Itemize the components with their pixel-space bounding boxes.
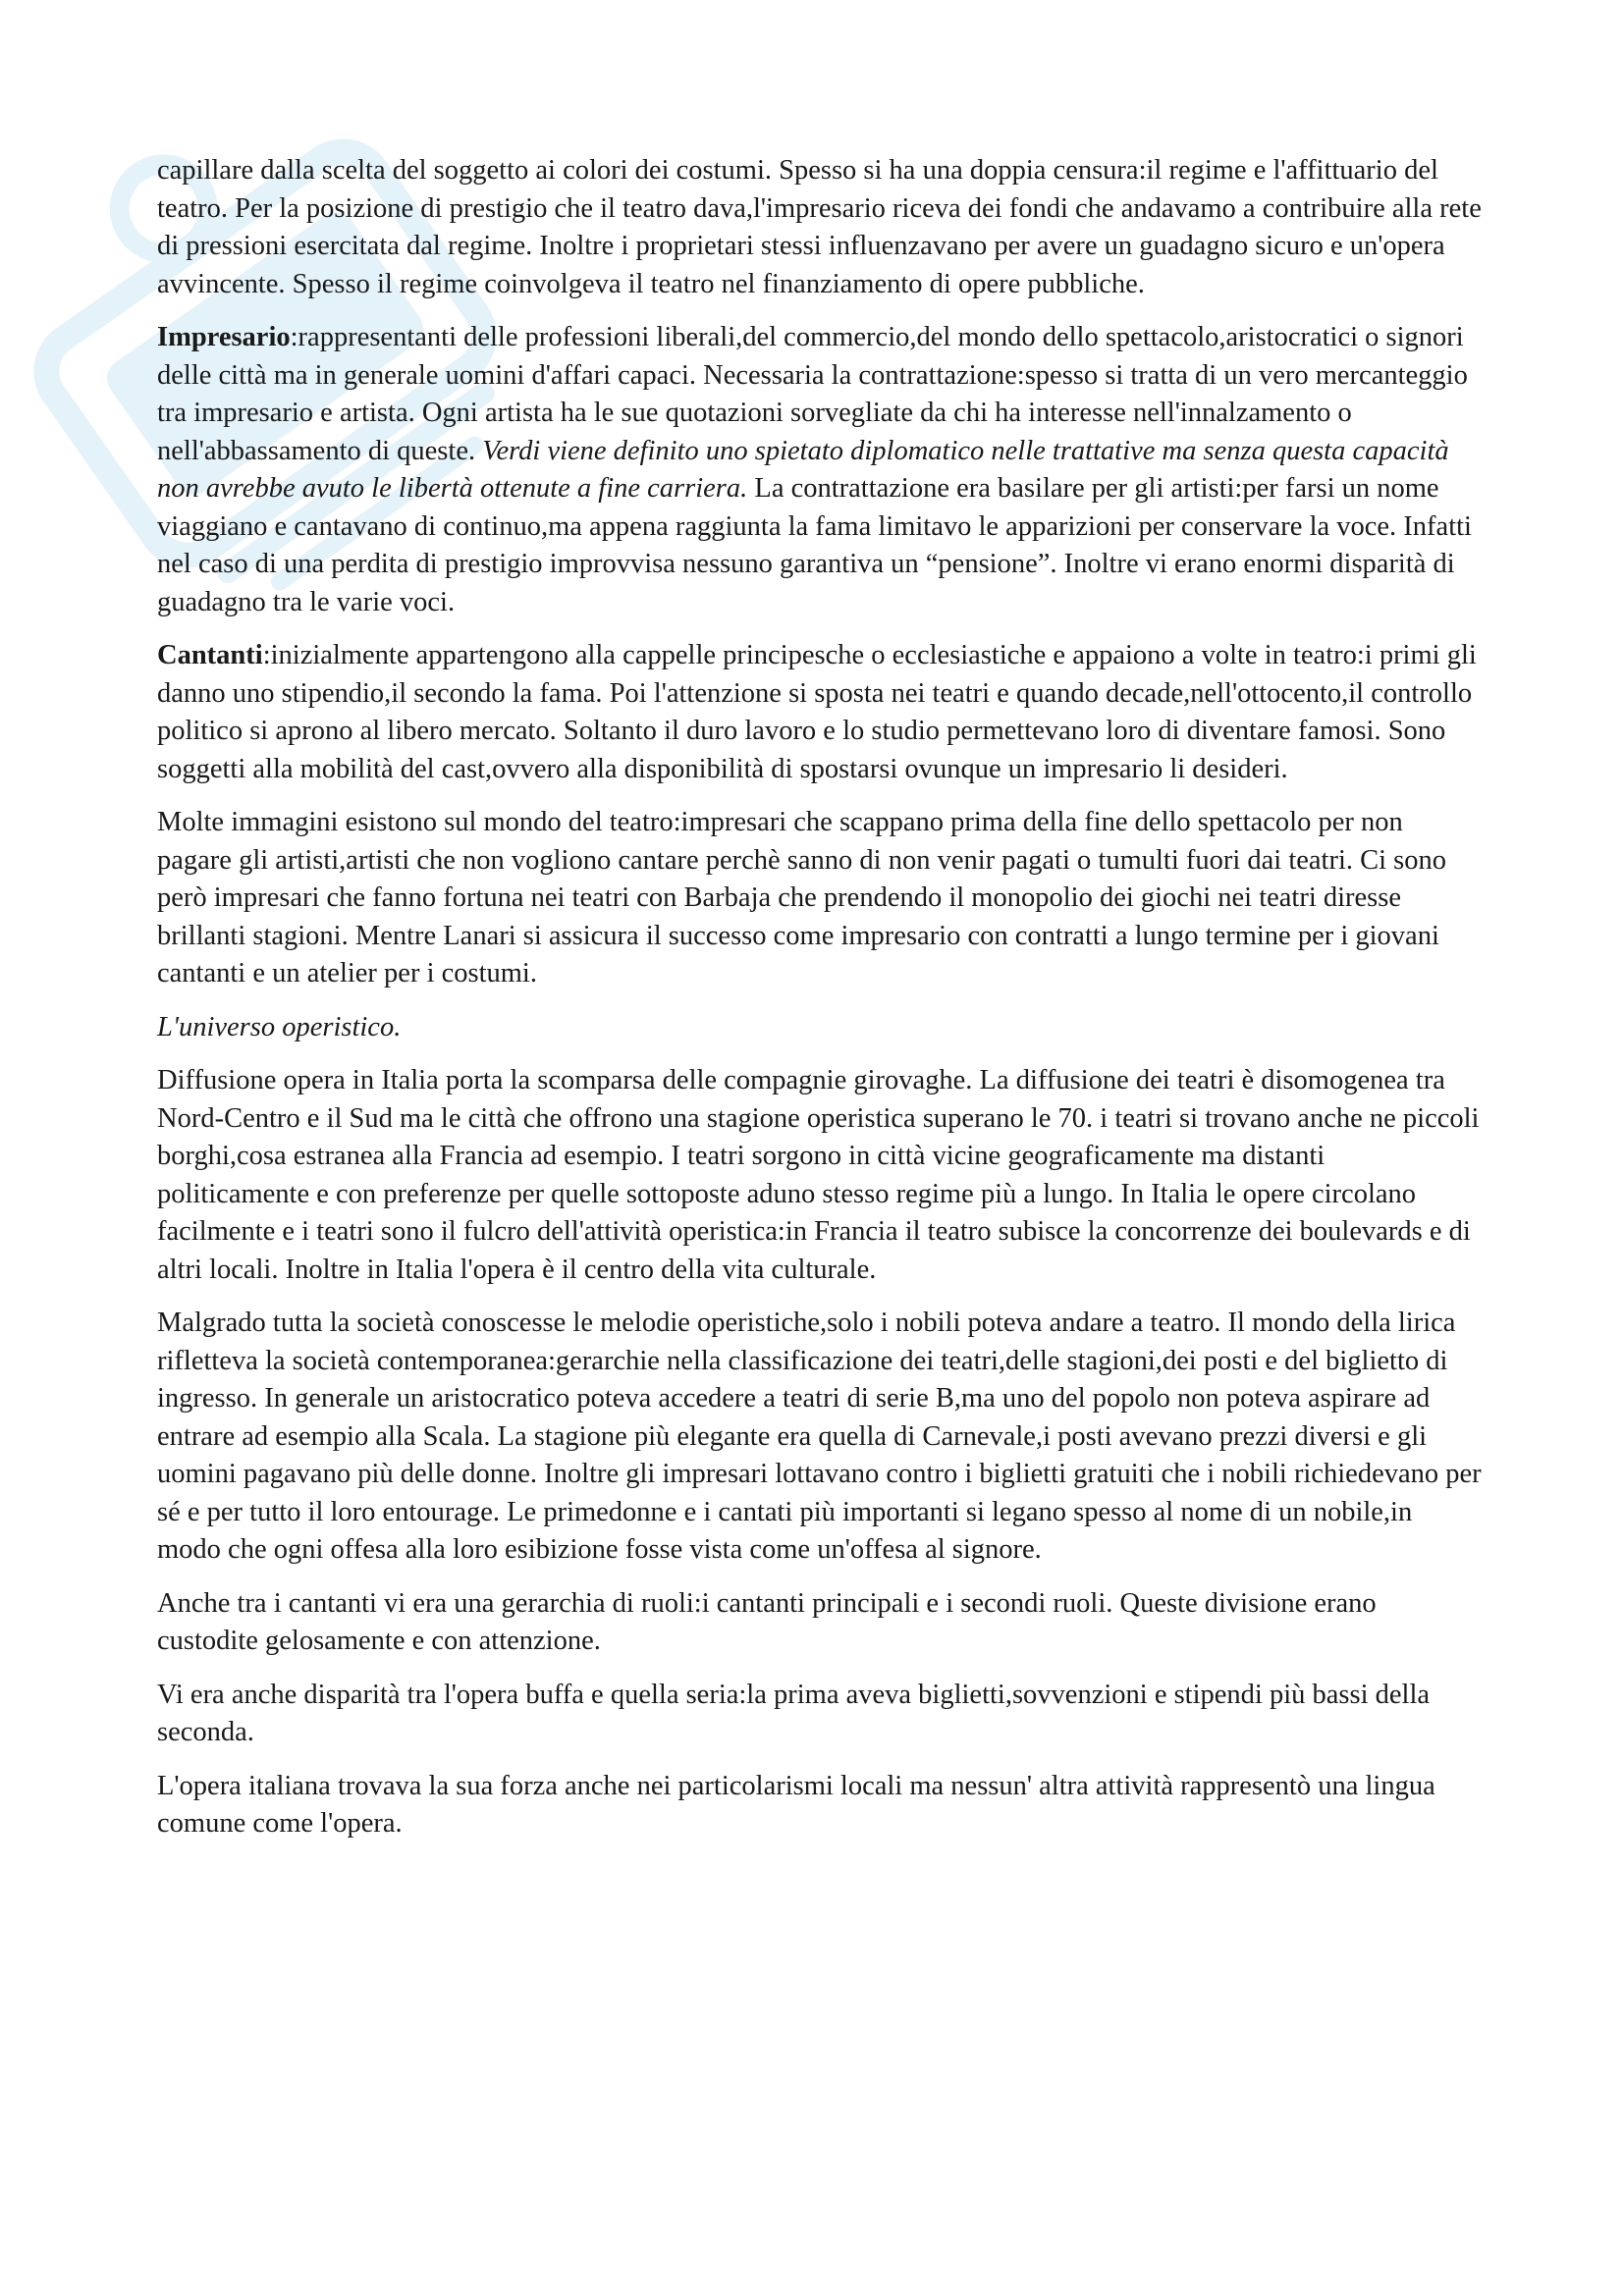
term-label: Impresario xyxy=(157,322,291,352)
paragraph-text: L'opera italiana trovava la sua forza anche nei particolarismi locali ma nessun' altra attività rappresentò una lingua comune come l'opera. xyxy=(157,1770,1435,1839)
paragraph xyxy=(157,1768,1483,1843)
document-body xyxy=(157,152,1483,1859)
paragraph-text: Molte immagini esistono sul mondo del teatro:impresari che scappano prima della fine dello spettacolo per non pagare gli artisti,artisti che non vogliono cantare perchè sanno di non venir pagati o tumulti fuori dai teatri. Ci sono però impresari che fanno fortuna nei teatri con Barbaja che prendendo il monopolio dei giochi nei teatri diresse brillanti stagioni. Mentre Lanari si assicura il successo come impresario con contratti a lungo termine per i giovani cantanti e un atelier per i costumi. xyxy=(157,807,1447,988)
italic-quote: Verdi viene definito uno spietato diplomatico nelle trattative ma senza questa capacità non avrebbe avuto le libertà ottenute a fine carriera. xyxy=(157,435,1449,504)
paragraph-text: Malgrado tutta la società conoscesse le melodie operistiche,solo i nobili poteva andare a teatro. Il mondo della lirica rifletteva la società contemporanea:gerarchie nella classificazione dei teatri,delle stagioni,dei posti e del biglietto di ingresso. In generale un aristocratico poteva accedere a teatri di serie B,ma uno del popolo non poteva aspirare ad entrare ad esempio alla Scala. La stagione più elegante era quella di Carnevale,i posti avevano prezzi diversi e gli uomini pagavano più delle donne. Inoltre gli impresari lottavano contro i biglietti gratuiti che i nobili richiedevano per sé e per tutto il loro entourage. Le primedonne e i cantati più importanti si legano spesso al nome di un nobile,in modo che ogni offesa alla loro esibizione fosse vista come un'offesa al signore. xyxy=(157,1308,1482,1565)
paragraph xyxy=(157,152,1483,303)
paragraph-text: :inizialmente appartengono alla cappelle principesche o ecclesiastiche e appaiono a volte in teatro:i primi gli danno uno stipendio,il secondo la fama. Poi l'attenzione si sposta nei teatri e quando decade,nell'ottocento,il controllo politico si aprono al libero mercato. Soltanto il duro lavoro e lo studio permettevano loro di diventare famosi. Sono soggetti alla mobilità del cast,ovvero alla disponibilità di spostarsi ovunque un impresario li desideri. xyxy=(157,640,1477,784)
section-heading xyxy=(157,1009,1483,1047)
paragraph-impresario xyxy=(157,319,1483,621)
paragraph-text: capillare dalla scelta del soggetto ai colori dei costumi. Spesso si ha una doppia censura:il regime e l'affittuario del teatro. Per la posizione di prestigio che il teatro dava,l'impresario riceva dei fondi che andavamo a contribuire alla rete di pressioni esercitata dal regime. Inoltre i proprietari stessi influenzavano per avere un guadagno sicuro e un'opera avvincente. Spesso il regime coinvolgeva il teatro nel finanziamento di opere pubbliche. xyxy=(157,155,1482,299)
heading-text: L'universo operistico. xyxy=(157,1011,402,1042)
paragraph xyxy=(157,1677,1483,1752)
paragraph-text: Vi era anche disparità tra l'opera buffa e quella seria:la prima aveva biglietti,sovvenzioni e stipendi più bassi della seconda. xyxy=(157,1679,1431,1747)
paragraph xyxy=(157,804,1483,993)
term-label: Cantanti xyxy=(157,640,263,670)
paragraph-text: Anche tra i cantanti vi era una gerarchia di ruoli:i cantanti principali e i secondi ruoli. Queste divisione erano custodite gelosamente e con attenzione. xyxy=(157,1587,1377,1656)
paragraph-text: La contrattazione era basilare per gli artisti:per farsi un nome viaggiano e cantavano di continuo,ma appena raggiunta la fama limitavo le apparizioni per conservare la voce. Infatti nel caso di una perdita di prestigio improvvisa nessuno garantiva un “pensione”. Inoltre vi erano enormi disparità di guadagno tra le varie voci. xyxy=(157,473,1472,617)
paragraph xyxy=(157,1062,1483,1289)
paragraph xyxy=(157,1305,1483,1570)
paragraph-text: :rappresentanti delle professioni liberali,del commercio,del mondo dello spettacolo,aristocratici o signori delle città ma in generale uomini d'affari capaci. Necessaria la contrattazione:spesso si tratta di un vero mercanteggio tra impresario e artista. Ogni artista ha le sue quotazioni sorvegliate da chi ha interesse nell'innalzamento o nell'abbassamento di queste. xyxy=(157,322,1468,466)
paragraph-text: Diffusione opera in Italia porta la scomparsa delle compagnie girovaghe. La diffusione dei teatri è disomogenea tra Nord-Centro e il Sud ma le città che offrono una stagione operistica superano le 70. i teatri si trovano anche ne piccoli borghi,cosa estranea alla Francia ad esempio. I teatri sorgono in città vicine geograficamente ma distanti politicamente e con preferenze per quelle sottoposte aduno stesso regime più a lungo. In Italia le opere circolano facilmente e i teatri sono il fulcro dell'attività operistica:in Francia il teatro subisce la concorrenze dei boulevards e di altri locali. Inoltre in Italia l'opera è il centro della vita culturale. xyxy=(157,1065,1480,1285)
paragraph-cantanti xyxy=(157,637,1483,788)
paragraph xyxy=(157,1585,1483,1661)
